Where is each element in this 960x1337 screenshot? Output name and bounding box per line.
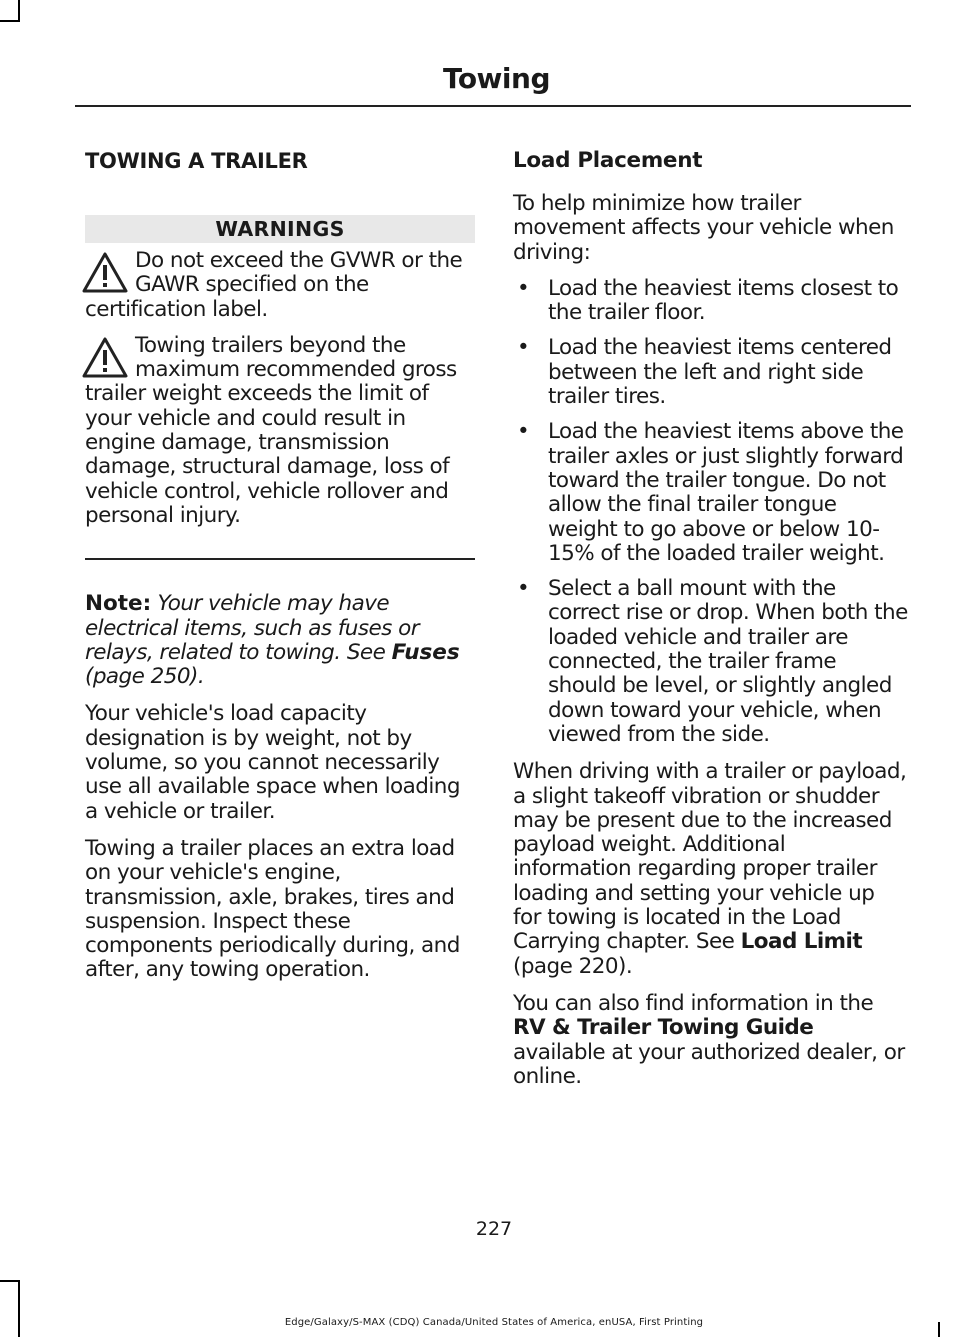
warning-item xyxy=(85,334,475,528)
list-item: • Load the heaviest items centered between the left and right side trailer tires. xyxy=(513,336,908,409)
right-column xyxy=(513,145,908,1089)
warning-text: Towing trailers beyond the maximum recommended gross trailer weight exceeds the limit of your vehicle and could result in engine damage, transmission damage, structural damage, loss of vehicle control, vehicle rollover and personal injury. xyxy=(85,332,457,528)
left-column xyxy=(85,145,475,983)
list-item: • Load the heaviest items above the trailer axles or just slightly forward toward the trailer tongue. Do not allow the final trailer tongue weight to go above or below 10-15% of the loaded trailer weight. xyxy=(513,420,908,566)
crop-mark-top-left-horizontal xyxy=(0,20,20,22)
header-title: Towing xyxy=(442,62,550,95)
warning-triangle-icon xyxy=(81,251,129,295)
crop-mark-bottom-left-horizontal xyxy=(0,1280,20,1282)
towing-guide-paragraph xyxy=(513,992,908,1089)
list-item: • Load the heaviest items closest to the trailer floor. xyxy=(513,277,908,326)
warning-text: Do not exceed the GVWR or the GAWR specified on the certification label. xyxy=(85,248,463,322)
load-placement-title: Load Placement xyxy=(513,148,703,173)
warnings-header: WARNINGS xyxy=(85,215,475,243)
warning-item xyxy=(85,249,475,322)
header-rule xyxy=(75,105,911,107)
load-placement-intro: To help minimize how trailer movement affects your vehicle when driving: xyxy=(513,191,894,265)
towing-load-paragraph: Towing a trailer places an extra load on your vehicle's engine, transmission, axle, brakes, tires and suspension. Inspect these components periodically during, and after, any towing operation. xyxy=(85,835,460,983)
warnings-divider xyxy=(85,558,475,560)
load-capacity-paragraph: Your vehicle's load capacity designation is by weight, not by volume, so you cannot necessarily use all available space when loading a vehicle or trailer. xyxy=(85,701,460,824)
guide-text-after: available at your authorized dealer, or online. xyxy=(513,1039,905,1089)
note-paragraph xyxy=(85,592,475,689)
page-number: 227 xyxy=(475,1218,513,1240)
payload-paragraph xyxy=(513,760,908,979)
note-page-ref: (page 250). xyxy=(85,664,205,690)
section-title: TOWING A TRAILER xyxy=(85,149,308,173)
towing-guide-title: RV & Trailer Towing Guide xyxy=(513,1015,814,1041)
payload-text: When driving with a trailer or payload, a slight takeoff vibration or shudder may be present due to the increased payload weight. Additional information regarding proper trailer loading and setting your vehicle up for towing is located in the Load Carrying chapter. See xyxy=(513,759,907,955)
guide-text-before: You can also find information in the xyxy=(513,990,874,1016)
note-label: Note: xyxy=(85,591,152,617)
note-text: Your vehicle may have electrical items, such as fuses or relays, related to towing. See xyxy=(85,591,420,665)
crop-mark-top-left xyxy=(18,0,20,22)
load-placement-list xyxy=(513,277,908,747)
payload-page-ref: (page 220). xyxy=(513,953,633,979)
fuses-link[interactable]: Fuses xyxy=(391,639,460,665)
crop-mark-bottom-left xyxy=(18,1280,20,1337)
warning-triangle-icon xyxy=(81,336,129,380)
list-item: • Select a ball mount with the correct rise or drop. When both the loaded vehicle and trailer are connected, the trailer frame should be level, or slightly angled down toward your vehicle, when viewed from the side. xyxy=(513,577,908,747)
load-limit-link[interactable]: Load Limit xyxy=(740,929,863,955)
footer: Edge/Galaxy/S-MAX (CDQ) Canada/United States of America, enUSA, First Printing xyxy=(284,1317,704,1328)
